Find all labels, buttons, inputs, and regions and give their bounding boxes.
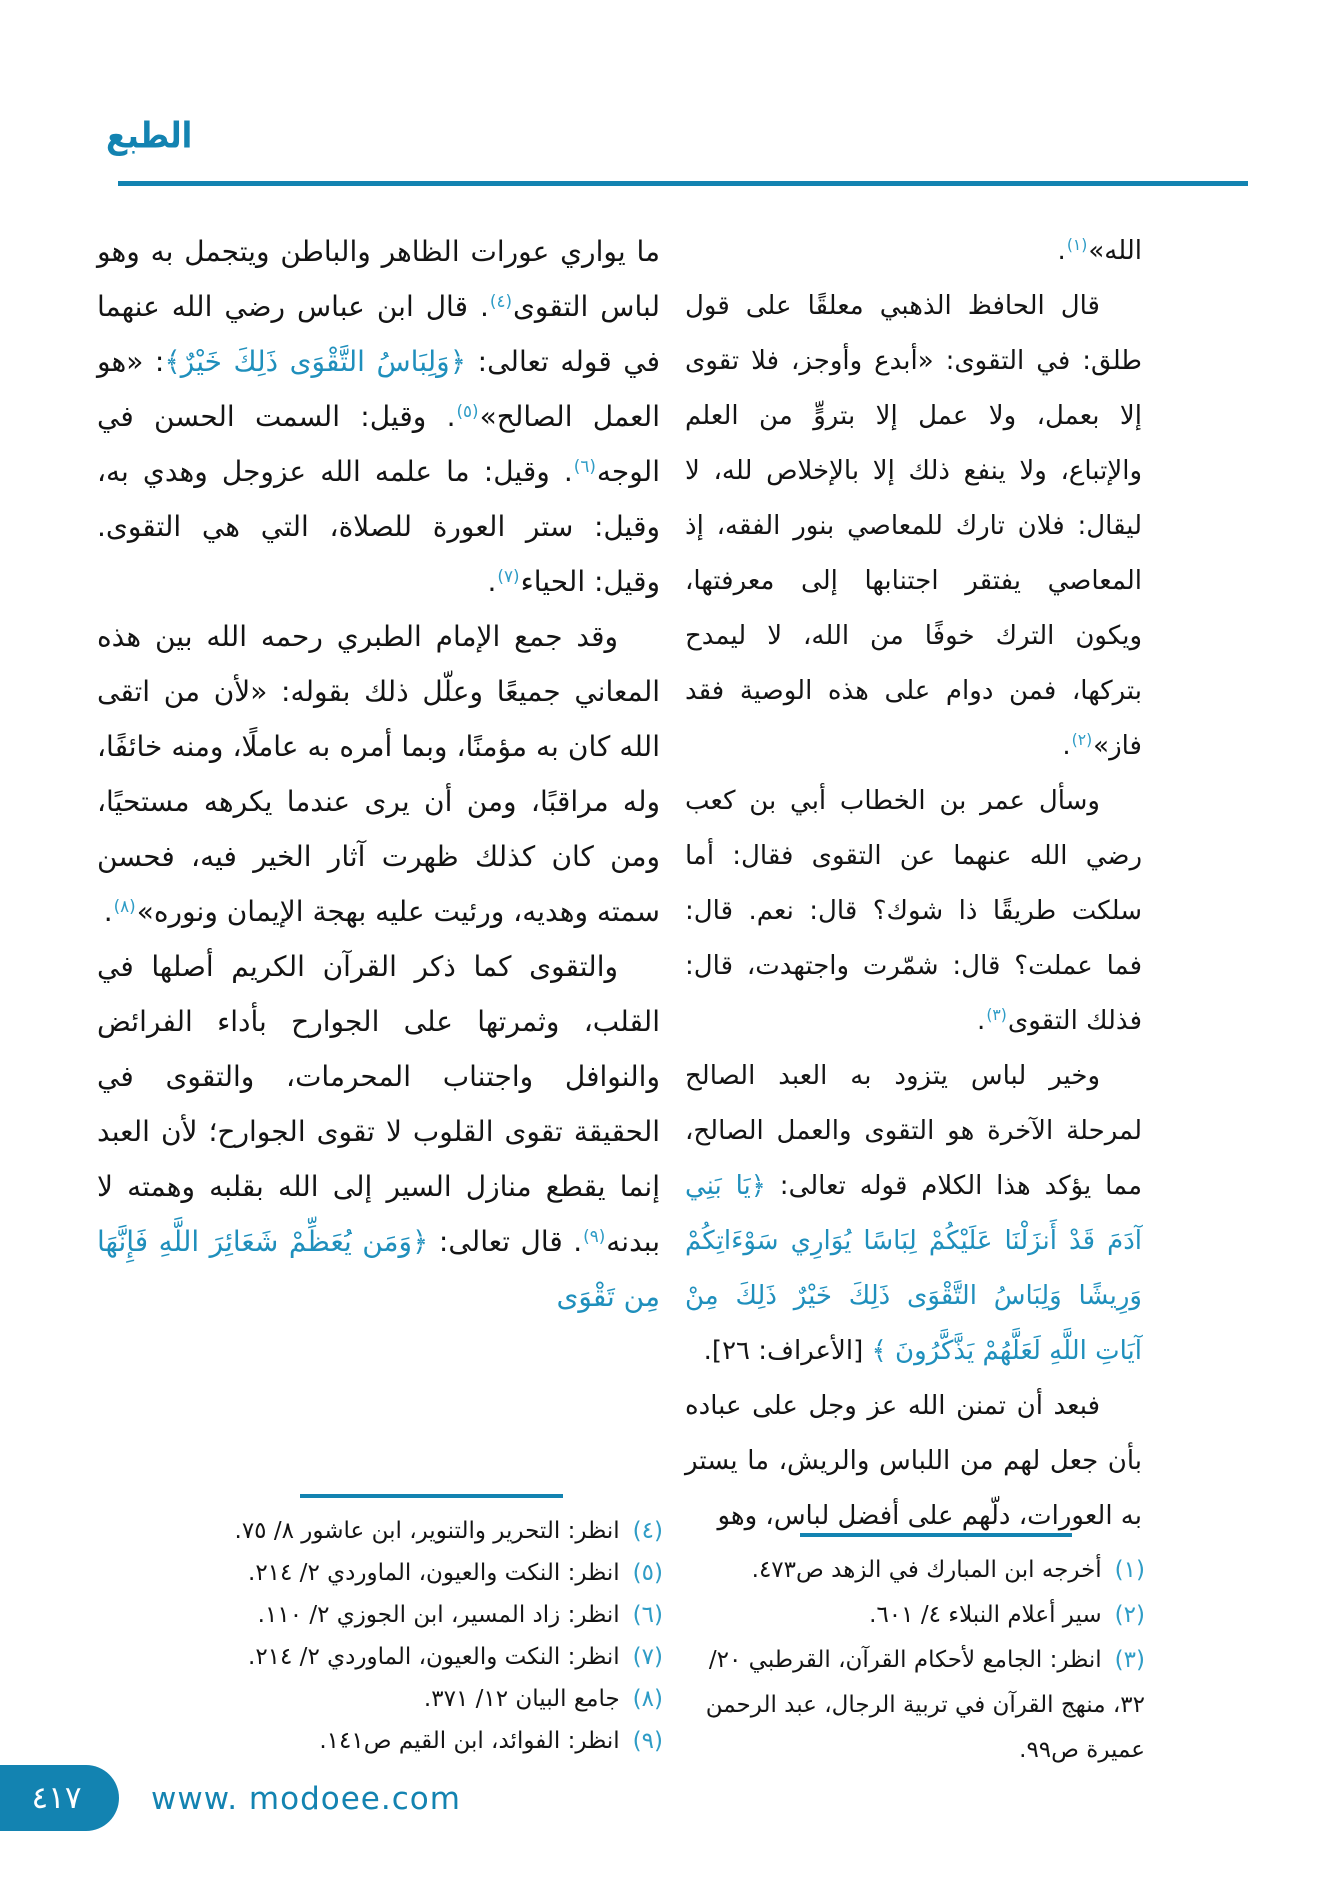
footnote-number: (٢) xyxy=(1114,1602,1145,1628)
column-right xyxy=(685,224,1142,1544)
footnote xyxy=(97,1510,663,1552)
paragraph xyxy=(685,1049,1142,1379)
paragraph xyxy=(97,609,660,939)
body-text: . قال تعالى: xyxy=(428,1225,583,1258)
footnote xyxy=(97,1720,663,1762)
footnote xyxy=(97,1678,663,1720)
footnote-number: (٩) xyxy=(632,1728,663,1754)
body-text: . xyxy=(977,1006,986,1036)
paragraph xyxy=(97,224,660,609)
footnotes-left xyxy=(97,1510,663,1762)
paragraph xyxy=(685,1379,1142,1544)
body-text: . xyxy=(487,565,497,598)
body-text: . قال ابن عباس رضي الله عنهما في قوله تعالى: xyxy=(97,290,660,378)
footnote-number: (٥) xyxy=(632,1560,663,1586)
column-left xyxy=(97,224,660,1324)
footnote xyxy=(685,1593,1145,1638)
footnote-ref: (٧) xyxy=(497,566,520,586)
paragraph xyxy=(685,774,1142,1049)
footnote-text: انظر: الفوائد، ابن القيم ص١٤١. xyxy=(319,1728,620,1754)
body-text: . وقيل: السمت الحسن في الوجه xyxy=(97,400,660,488)
header-rule xyxy=(118,181,1248,186)
quran-verse: ﴿وَلِبَاسُ التَّقْوَى ذَلِكَ خَيْرٌ﴾ xyxy=(164,345,467,378)
body-text: : «هو العمل الصالح» xyxy=(97,345,660,433)
footnote-ref: (٤) xyxy=(489,291,513,311)
body-text: . xyxy=(103,895,113,928)
body-text: قال الحافظ الذهبي معلقًا على قول طلق: في التقوى: «أبدع وأوجز، فلا تقوى إلا بعمل، ولا عمل إلا بتروٍّ من العلم والإتباع، ولا ينفع ذلك إلا بالإخلاص لله، لا ليقال: فلان تارك للمعاصي بنور الفقه، إذ المعاصي يفتقر اجتنابها إلى معرفتها، ويكون الترك خوفًا من الله، لا ليمدح بتركها، فمن دوام على هذه الوصية فقد فاز» xyxy=(685,291,1142,761)
footnote-text: جامع البيان ١٢/ ٣٧١. xyxy=(423,1686,620,1712)
body-text: وخير لباس يتزود به العبد الصالح لمرحلة الآخرة هو التقوى والعمل الصالح، مما يؤكد هذا الكلام قوله تعالى: xyxy=(685,1061,1142,1201)
body-text: [الأعراف: ٢٦]. xyxy=(703,1336,872,1366)
paragraph xyxy=(685,224,1142,279)
footnote-ref: (١) xyxy=(1066,236,1088,254)
footnote-text: أخرجه ابن المبارك في الزهد ص٤٧٣. xyxy=(751,1557,1102,1583)
footnote-ref: (٩) xyxy=(583,1226,606,1246)
footnote xyxy=(685,1548,1145,1593)
footnote-text: انظر: زاد المسير، ابن الجوزي ٢/ ١١٠. xyxy=(257,1602,620,1628)
footnote xyxy=(97,1552,663,1594)
footnote-text: انظر: النكت والعيون، الماوردي ٢/ ٢١٤. xyxy=(248,1644,620,1670)
footnote-text: سير أعلام النبلاء ٤/ ٦٠١. xyxy=(869,1602,1102,1628)
body-text: الله» xyxy=(1088,236,1142,266)
page-header-title: الطبع xyxy=(106,115,193,157)
footnote-text: انظر: النكت والعيون، الماوردي ٢/ ٢١٤. xyxy=(248,1560,620,1586)
footnote-ref: (٢) xyxy=(1071,731,1093,749)
footnote-separator-right xyxy=(800,1533,1072,1537)
footnote-text: انظر: التحرير والتنوير، ابن عاشور ٨/ ٧٥. xyxy=(234,1518,620,1544)
footnote-ref: (٥) xyxy=(456,401,479,421)
footnote xyxy=(97,1594,663,1636)
footnote-text: انظر: الجامع لأحكام القرآن، القرطبي ٢٠/ ٣٢، منهج القرآن في تربية الرجال، عبد الرحمن عميرة ص٩٩. xyxy=(705,1647,1145,1763)
footnote-number: (١) xyxy=(1114,1557,1145,1583)
footnote-number: (٨) xyxy=(632,1686,663,1712)
body-text: وقد جمع الإمام الطبري رحمه الله بين هذه المعاني جميعًا وعلّل ذلك بقوله: «لأن من اتقى الله كان به مؤمنًا، وبما أمره به عاملًا، ومنه خائفًا، وله مراقبًا، ومن أن يرى عندما يكرهه مستحيًا، ومن كان كذلك ظهرت آثار الخير فيه، فحسن سمته وهديه، ورئيت عليه بهجة الإيمان ونوره» xyxy=(97,620,660,928)
footnote xyxy=(97,1636,663,1678)
website-text: www. modoee.com xyxy=(151,1781,461,1817)
body-text: . xyxy=(1057,236,1066,266)
footnote-number: (٤) xyxy=(632,1518,663,1544)
footnote-number: (٣) xyxy=(1114,1647,1145,1673)
body-text: . xyxy=(1062,731,1071,761)
footnote-separator-left xyxy=(300,1494,563,1498)
paragraph xyxy=(97,939,660,1324)
page-number: ٤١٧ xyxy=(31,1780,82,1816)
body-text: وسأل عمر بن الخطاب أبي بن كعب رضي الله عنهما عن التقوى فقال: أما سلكت طريقًا ذا شوك؟ قال: نعم. قال: فما عملت؟ قال: شمّرت واجتهدت، قال: فذلك التقوى xyxy=(685,786,1142,1036)
footnote-ref: (٦) xyxy=(573,456,596,476)
body-text: ما يواري عورات الظاهر والباطن ويتجمل به وهو لباس التقوى xyxy=(97,235,661,323)
footnote-ref: (٣) xyxy=(986,1006,1007,1024)
footnote-ref: (٨) xyxy=(113,896,136,916)
footnote-number: (٧) xyxy=(632,1644,663,1670)
footnote xyxy=(685,1638,1145,1773)
page-number-badge xyxy=(0,1765,119,1831)
paragraph xyxy=(685,279,1142,774)
footnotes-right xyxy=(685,1548,1145,1773)
body-text: . وقيل: ما علمه الله عزوجل وهدي به، وقيل: ستر العورة للصلاة، التي هي التقوى. وقيل: الحياء xyxy=(97,455,660,598)
body-text: والتقوى كما ذكر القرآن الكريم أصلها في القلب، وثمرتها على الجوارح بأداء الفرائض والنوافل واجتناب المحرمات، والتقوى في الحقيقة تقوى القلوب لا تقوى الجوارح؛ لأن العبد إنما يقطع منازل السير إلى الله بقلبه وهمته لا ببدنه xyxy=(97,950,661,1258)
quran-verse: ﴿يَا بَنِي آدَمَ قَدْ أَنزَلْنَا عَلَيْكُمْ لِبَاسًا يُوَارِي سَوْءَاتِكُمْ وَرِيشًا وَلِبَاسُ التَّقْوَى ذَلِكَ خَيْرٌ ذَلِكَ مِنْ آيَاتِ اللَّهِ لَعَلَّهُمْ يَذَّكَّرُونَ ﴾ xyxy=(685,1171,1142,1366)
quran-verse: ﴿وَمَن يُعَظِّمْ شَعَائِرَ اللَّهِ فَإِنَّهَا مِن تَقْوَى xyxy=(97,1225,660,1313)
footnote-number: (٦) xyxy=(632,1602,663,1628)
body-text: فبعد أن تمنن الله عز وجل على عباده بأن جعل لهم من اللباس والريش، ما يستر به العورات، دلّهم على أفضل لباس، وهو xyxy=(685,1391,1142,1531)
